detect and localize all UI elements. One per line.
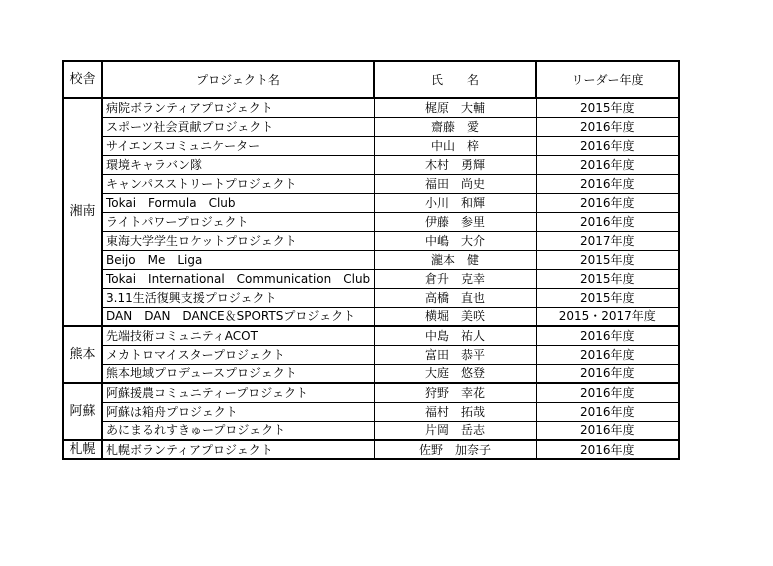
leader-name-cell: 横堀 美咲 [374,307,536,326]
table-row [63,402,679,421]
table-body [63,98,679,459]
header-campus: 校舎 [63,61,102,98]
leader-year-cell: 2016年度 [536,212,679,231]
leader-year-cell: 2015年度 [536,98,679,117]
project-cell: 熊本地域プロデュースプロジェクト [102,364,374,383]
leader-name-cell: 小川 和輝 [374,193,536,212]
table-row [63,326,679,345]
project-cell: 病院ボランティアプロジェクト [102,98,374,117]
leader-year-cell: 2016年度 [536,155,679,174]
table-row [63,212,679,231]
campus-cell: 湘南 [63,98,102,326]
project-cell: Beijo Me Liga [102,250,374,269]
header-name: 氏 名 [374,61,536,98]
table-row [63,421,679,440]
table-row [63,288,679,307]
project-cell: Tokai Formula Club [102,193,374,212]
leader-name-cell: 中嶋 大介 [374,231,536,250]
project-cell: 札幌ボランティアプロジェクト [102,440,374,459]
table-row [63,269,679,288]
leader-name-cell: 片岡 岳志 [374,421,536,440]
campus-cell: 熊本 [63,326,102,383]
leader-name-cell: 富田 恭平 [374,345,536,364]
table-row [63,250,679,269]
leader-name-cell: 福村 拓哉 [374,402,536,421]
leader-name-cell: 中島 祐人 [374,326,536,345]
leader-name-cell: 高橋 直也 [374,288,536,307]
leader-name-cell: 瀧本 健 [374,250,536,269]
leader-name-cell: 伊藤 参里 [374,212,536,231]
leader-table-sheet [62,60,680,460]
project-cell: 環境キャラバン隊 [102,155,374,174]
project-cell: 東海大学学生ロケットプロジェクト [102,231,374,250]
leader-year-cell: 2015年度 [536,288,679,307]
table-row [63,193,679,212]
leader-year-cell: 2015年度 [536,250,679,269]
leader-table [62,60,680,460]
leader-year-cell: 2016年度 [536,345,679,364]
leader-name-cell: 狩野 幸花 [374,383,536,402]
leader-name-cell: 齋藤 愛 [374,117,536,136]
campus-cell: 札幌 [63,440,102,459]
leader-year-cell: 2016年度 [536,117,679,136]
table-row [63,174,679,193]
project-cell: スポーツ社会貢献プロジェクト [102,117,374,136]
project-cell: 阿蘇は箱舟プロジェクト [102,402,374,421]
table-row [63,117,679,136]
project-cell: 阿蘇援農コミュニティープロジェクト [102,383,374,402]
project-cell: サイエンスコミュニケーター [102,136,374,155]
leader-year-cell: 2015年度 [536,269,679,288]
table-row [63,136,679,155]
leader-year-cell: 2016年度 [536,383,679,402]
leader-year-cell: 2016年度 [536,440,679,459]
leader-year-cell: 2016年度 [536,193,679,212]
table-row [63,345,679,364]
table-row [63,98,679,117]
leader-name-cell: 倉升 克幸 [374,269,536,288]
leader-name-cell: 福田 尚史 [374,174,536,193]
leader-year-cell: 2015・2017年度 [536,307,679,326]
leader-year-cell: 2016年度 [536,402,679,421]
leader-name-cell: 木村 勇輝 [374,155,536,174]
project-cell: ライトパワープロジェクト [102,212,374,231]
leader-year-cell: 2017年度 [536,231,679,250]
table-row [63,364,679,383]
leader-name-cell: 中山 梓 [374,136,536,155]
leader-year-cell: 2016年度 [536,136,679,155]
leader-name-cell: 佐野 加奈子 [374,440,536,459]
leader-year-cell: 2016年度 [536,364,679,383]
project-cell: 3.11生活復興支援プロジェクト [102,288,374,307]
leader-year-cell: 2016年度 [536,421,679,440]
project-cell: 先端技術コミュニティACOT [102,326,374,345]
header-year: リーダー年度 [536,61,679,98]
table-row [63,231,679,250]
project-cell: メカトロマイスタープロジェクト [102,345,374,364]
table-row [63,155,679,174]
table-row [63,440,679,459]
header-project: プロジェクト名 [102,61,374,98]
project-cell: キャンパスストリートプロジェクト [102,174,374,193]
campus-cell: 阿蘇 [63,383,102,440]
table-row [63,383,679,402]
header-row [63,61,679,98]
table-row [63,307,679,326]
leader-year-cell: 2016年度 [536,326,679,345]
leader-name-cell: 梶原 大輔 [374,98,536,117]
leader-name-cell: 大庭 悠登 [374,364,536,383]
leader-year-cell: 2016年度 [536,174,679,193]
project-cell: DAN DAN DANCE＆SPORTSプロジェクト [102,307,374,326]
project-cell: あにまるれすきゅープロジェクト [102,421,374,440]
project-cell: Tokai International Communication Club [102,269,374,288]
